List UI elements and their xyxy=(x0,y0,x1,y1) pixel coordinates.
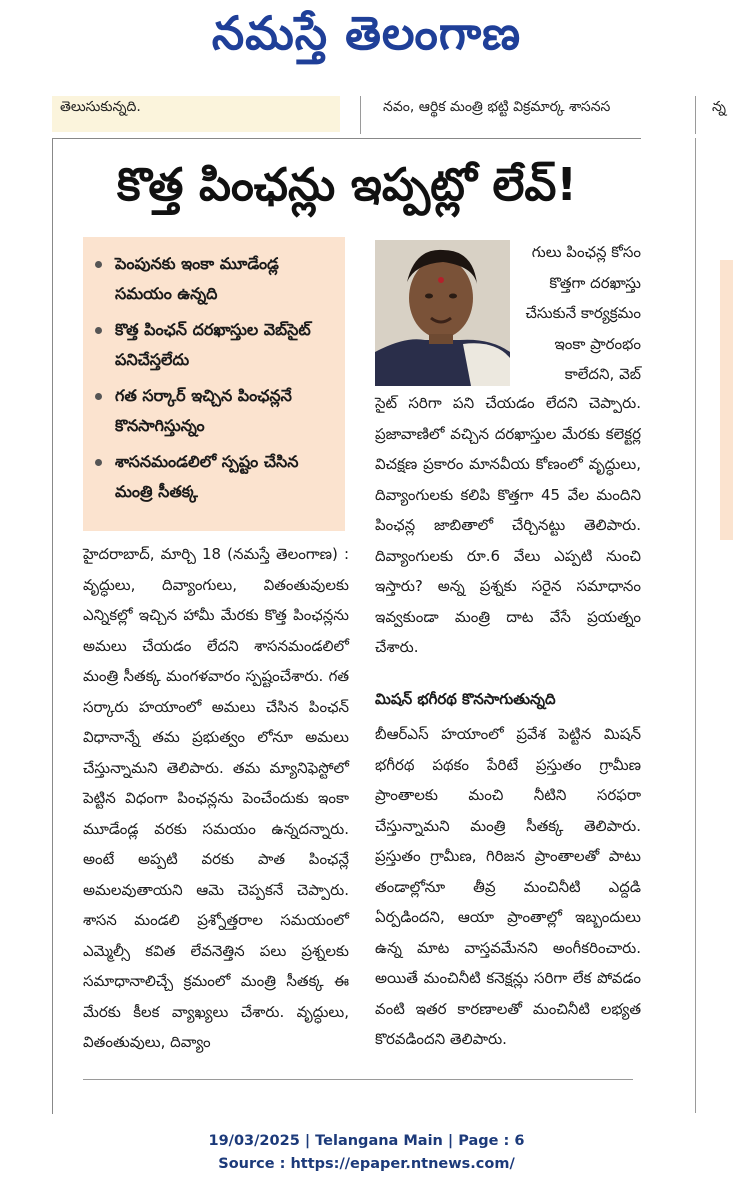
article-headline: కొత్త పింఛన్లు ఇప్పట్లో లేవ్‌! xyxy=(117,158,577,211)
page-footer xyxy=(0,1130,733,1176)
bullet-icon xyxy=(95,261,102,268)
highlight-item xyxy=(93,447,335,507)
portrait-image xyxy=(375,240,510,386)
article-bottom-rule xyxy=(83,1079,633,1080)
top-strip-left: తెలుసుకున్నది. xyxy=(52,96,340,132)
highlight-text: శాసనమండలిలో స్పష్టం చేసిన మంత్రి సీతక్క xyxy=(115,452,299,501)
article-body-right-2: బీఆర్‌ఎస్‌ హయాంలో ప్రవేశ పెట్టిన మిషన్‌ భగీరథ పథకం పేరిటే ప్రస్తుతం గ్రామీణ ప్రాంతాలకు మంచి నీటిని సరఫరా చేస్తున్నామని మంత్రి సీతక్క తెలిపారు. ప్రస్తుతం గ్రామీణ, గిరిజన ప్రాంతాలతో పాటు తండాల్లోనూ తీవ్ర మంచినీటి ఎద్దడి ఏర్పడిందని, ఆయా ప్రాంతాల్లో ఇబ్బందులు ఉన్న మాట వాస్తవమేనని అంగీకరించారు. అయితే మంచినీటి కనెక్షన్లు సరిగా లేక పోవడం వంటి ఇతర కారణాలతో మంచినీటి లభ్యత కొరవడిందని తెలిపారు. xyxy=(375,725,641,1048)
highlight-item xyxy=(93,315,335,375)
article-body-right-top: గులు పింఛన్ల కోసం కొత్తగా దరఖాస్తు చేసుకునే కార్యక్రమం ఇంకా ప్రారంభం కాలేదని, వెబ్‌ xyxy=(525,243,641,383)
highlight-item xyxy=(93,381,335,441)
footer-date-page: 19/03/2025 | Telangana Main | Page : 6 xyxy=(208,1133,525,1149)
highlight-text: గత సర్కార్‌ ఇచ్చిన పింఛన్లనే కొనసాగిస్తున్నం xyxy=(115,386,292,435)
masthead xyxy=(0,0,733,78)
adjacent-highlight-box xyxy=(720,260,733,540)
highlight-text: పెంపునకు ఇంకా మూడేండ్ల సమయం ఉన్నది xyxy=(115,254,279,303)
bullet-icon xyxy=(95,459,102,466)
article-body-right: సైట్‌ సరిగా పని చేయడం లేదని చెప్పారు. ప్రజావాణిలో వచ్చిన దరఖాస్తుల మేరకు కలెక్టర్ల విచక్షణ ప్రకారం మానవీయ కోణంలో వృద్ధులు, దివ్యాంగులకు కలిపి కొత్తగా 45 వేల మందిని పింఛన్ల జాబితాలో చేర్చినట్టు తెలిపారు. దివ్యాంగులకు రూ.6 వేలు ఎప్పటి నుంచి ఇస్తారు? అన్న ప్రశ్నకు సరైన సమాధానం ఇవ్వకుండా మంత్రి దాట వేసే ప్రయత్నం చేశారు. xyxy=(375,394,641,656)
column-divider xyxy=(360,96,361,134)
news-article xyxy=(52,138,641,1114)
footer-source: Source : https://epaper.ntnews.com/ xyxy=(218,1156,515,1172)
minister-photo xyxy=(375,240,510,386)
top-strip-middle: నవం, ఆర్థిక మంత్రి భట్టి విక్రమార్క శాసనస xyxy=(383,99,611,115)
highlight-text: కొత్త పింఛన్‌ దరఖాస్తుల వెబ్‌సైట్‌ పనిచేస్తలేదు xyxy=(115,320,311,369)
masthead-title: నమస్తే తెలంగాణ xyxy=(211,6,522,60)
column-divider xyxy=(695,138,696,1113)
bullet-icon xyxy=(95,327,102,334)
bullet-icon xyxy=(95,393,102,400)
column-divider xyxy=(695,96,696,134)
highlight-item xyxy=(93,249,335,309)
highlights-box xyxy=(83,237,345,531)
article-body-left: హైదరాబాద్‌, మార్చి 18 (నమస్తే తెలంగాణ) : వృద్ధులు, దివ్యాంగులు, వితంతువులకు ఎన్నికల్లో ఇచ్చిన హామీ మేరకు కొత్త పింఛన్లను అమలు చేయడం లేదని శాసనమండలిలో మంత్రి సీతక్క మంగళవారం స్పష్టంచేశారు. గత సర్కారు హయాంలో అమలు చేసిన పింఛన్‌ విధానాన్నే తమ ప్రభుత్వం లోనూ అమలు చేస్తున్నామని తెలిపారు. తమ మ్యానిఫెస్టోలో పెట్టిన విధంగా పింఛన్లను పెంచేందుకు ఇంకా మూడేండ్ల వరకు సమయం ఉన్నదన్నారు. అంటే అప్పటి వరకు పాత పింఛన్లే అమలవుతాయని ఆమె చెప్పకనే చెప్పారు. శాసన మండలి ప్రశ్నోత్తరాల సమయంలో ఎమ్మెల్సీ కవిత లేవనెత్తిన పలు ప్రశ్నలకు సమాధానాలిచ్చే క్రమంలో మంత్రి సీతక్క ఈ మేరకు కీలక వ్యాఖ్యలు చేశారు. వృద్ధులు, వితంతువులు, దివ్యాం xyxy=(83,545,349,1051)
article-subhead: మిషన్‌ భగీరథ కొనసాగుతున్నది xyxy=(375,690,556,708)
top-strip-right: న్న xyxy=(712,99,726,115)
